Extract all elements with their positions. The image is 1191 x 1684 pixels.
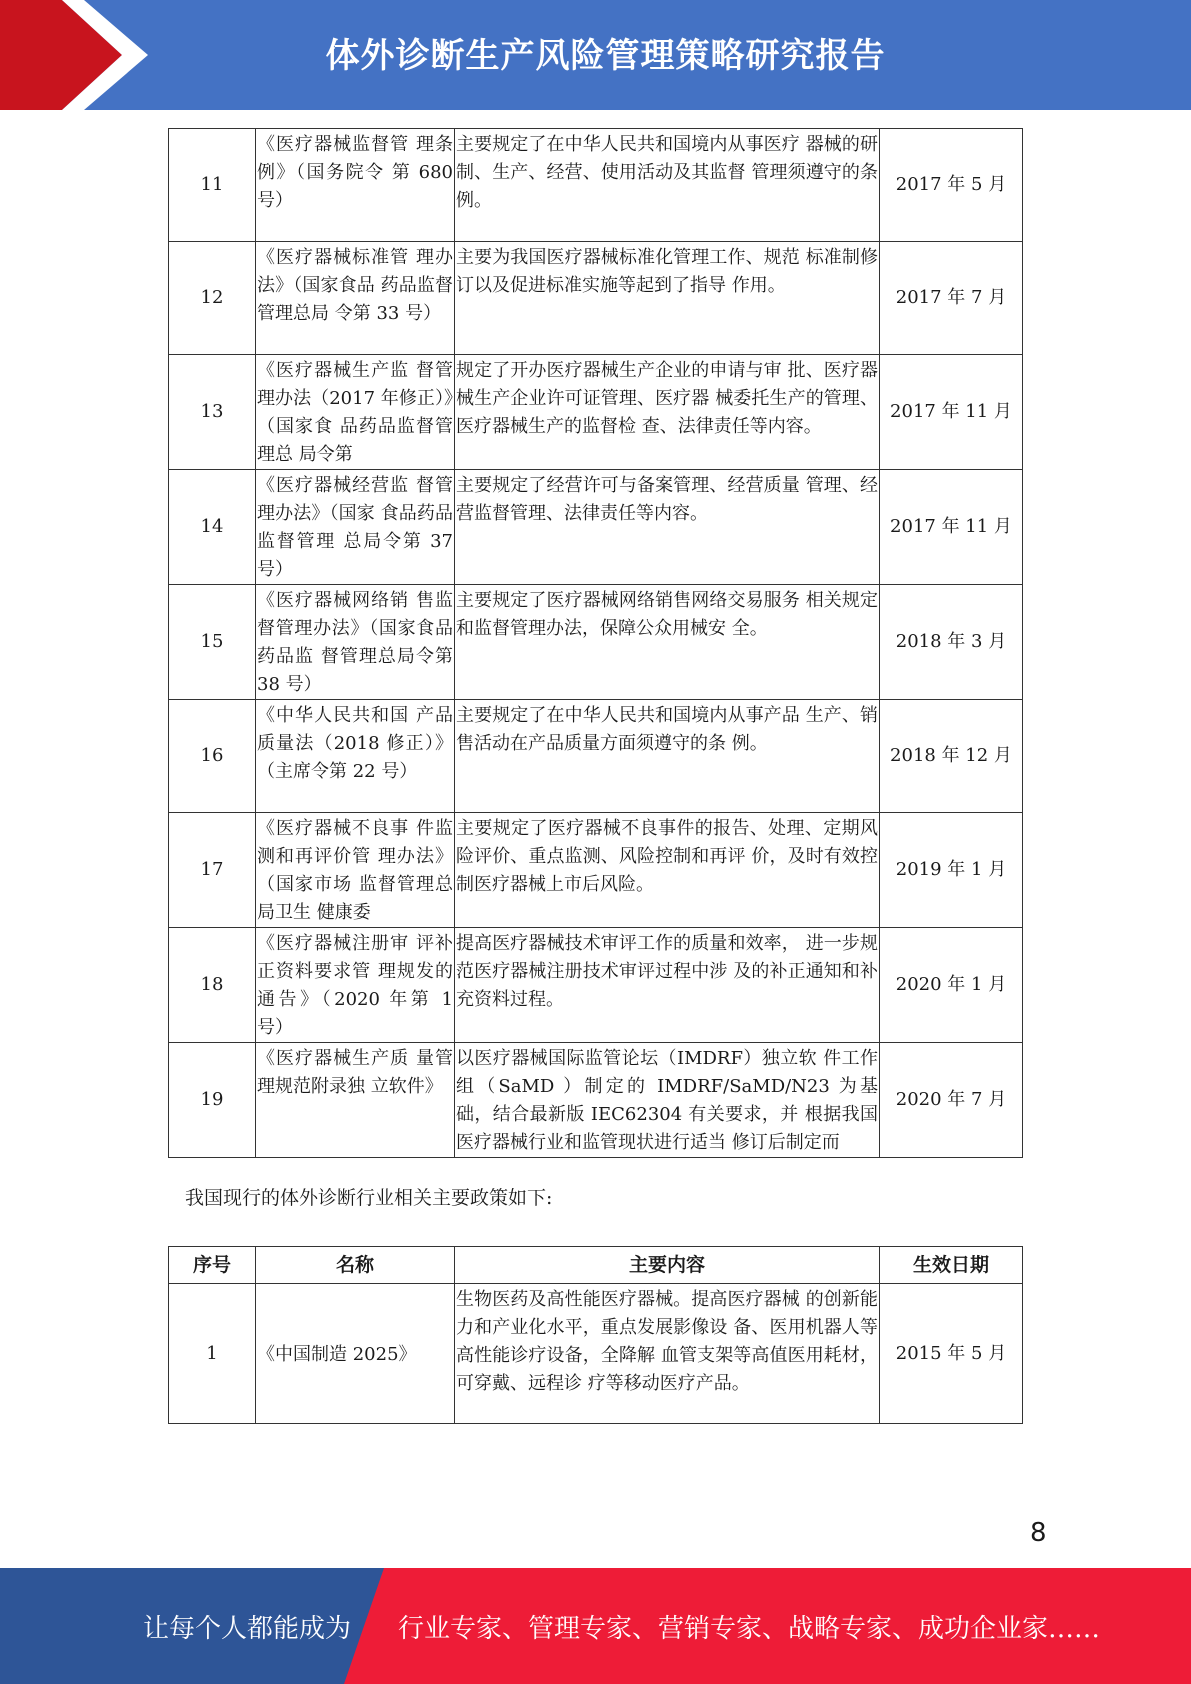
regulation-content-text: 规定了开办医疗器械生产企业的申请与审 批、医疗器械生产企业许可证管理、医疗器 械委托生产的管理、医疗器械生产的监督检 查、法律责任等内容。 — [456, 360, 878, 437]
column-header-date: 生效日期 — [880, 1247, 1023, 1284]
column-header-number: 序号 — [169, 1247, 256, 1284]
policy-name: 《中国制造 2025》 — [256, 1284, 455, 1424]
effective-date: 2017 年 7 月 — [880, 242, 1023, 355]
row-number: 17 — [169, 813, 256, 928]
regulation-name — [256, 813, 455, 928]
regulation-name-text: 《医疗器械生产监 督管理办法（2017 年修正）》（国家食 品药品监督管理总 局令第 — [257, 360, 453, 465]
regulation-name-text: 《医疗器械监督管 理条例》（国务院令 第 680 号） — [257, 134, 453, 211]
effective-date: 2020 年 1 月 — [880, 928, 1023, 1043]
regulation-content — [455, 700, 880, 813]
table-row — [169, 355, 1023, 470]
regulation-name — [256, 700, 455, 813]
table-row — [169, 585, 1023, 700]
regulation-content-text: 主要为我国医疗器械标准化管理工作、规范 标准制修订以及促进标准实施等起到了指导 作用。 — [456, 247, 878, 296]
page-number: 8 — [1030, 1518, 1047, 1548]
table-row — [169, 700, 1023, 813]
effective-date: 2017 年 5 月 — [880, 129, 1023, 242]
regulation-content — [455, 470, 880, 585]
row-number: 15 — [169, 585, 256, 700]
row-number: 1 — [169, 1284, 256, 1424]
regulation-content-text: 以医疗器械国际监管论坛（IMDRF）独立软 件工作组（SaMD ）制定的 IMDRF/SaMD/N23 为基础，结合最新版 IEC62304 有关要求，并 根据我国医疗器械行业和监管现状进行适当 修订后制定而 — [456, 1048, 878, 1153]
column-header-content: 主要内容 — [455, 1247, 880, 1284]
effective-date: 2015 年 5 月 — [880, 1284, 1023, 1424]
regulation-name — [256, 129, 455, 242]
regulation-name — [256, 928, 455, 1043]
row-number: 19 — [169, 1043, 256, 1158]
regulation-name — [256, 242, 455, 355]
regulation-name — [256, 1043, 455, 1158]
footer-slogan-left: 让每个人都能成为 — [143, 1614, 352, 1644]
report-title: 体外诊断生产风险管理策略研究报告 — [325, 36, 886, 76]
regulation-content — [455, 355, 880, 470]
page-footer — [0, 1568, 1191, 1684]
table-row — [169, 1043, 1023, 1158]
effective-date: 2018 年 3 月 — [880, 585, 1023, 700]
regulations-table — [168, 128, 1023, 1158]
regulation-content — [455, 1043, 880, 1158]
regulation-content — [455, 242, 880, 355]
regulation-name — [256, 470, 455, 585]
regulation-content — [455, 129, 880, 242]
regulation-content — [455, 585, 880, 700]
footer-slogan-right: 行业专家、管理专家、营销专家、战略专家、成功企业家…… — [398, 1614, 1101, 1644]
regulation-name-text: 《医疗器械生产质 量管理规范附录独 立软件》 — [257, 1048, 453, 1097]
effective-date: 2019 年 1 月 — [880, 813, 1023, 928]
regulation-name-text: 《医疗器械不良事 件监测和再评价管 理办法》（国家市场 监督管理总局卫生 健康委 — [257, 818, 453, 923]
regulation-content-text: 主要规定了在中华人民共和国境内从事产品 生产、销售活动在产品质量方面须遵守的条 例。 — [456, 705, 878, 754]
effective-date: 2017 年 11 月 — [880, 470, 1023, 585]
table-row — [169, 813, 1023, 928]
row-number: 11 — [169, 129, 256, 242]
row-number: 18 — [169, 928, 256, 1043]
policy-table — [168, 1246, 1023, 1424]
table-row — [169, 928, 1023, 1043]
table-row — [169, 129, 1023, 242]
effective-date: 2018 年 12 月 — [880, 700, 1023, 813]
regulation-content-text: 主要规定了医疗器械不良事件的报告、处理、定期风险评价、重点监测、风险控制和再评 价，及时有效控制医疗器械上市后风险。 — [456, 818, 878, 895]
row-number: 16 — [169, 700, 256, 813]
table-row — [169, 242, 1023, 355]
regulation-content-text: 提高医疗器械技术审评工作的质量和效率， 进一步规范医疗器械注册技术审评过程中涉 及的补正通知和补充资料过程。 — [456, 933, 878, 1010]
effective-date: 2020 年 7 月 — [880, 1043, 1023, 1158]
regulation-name-text: 《医疗器械经营监 督管理办法》（国家 食品药品监督管理 总局令第 37 号） — [257, 475, 453, 580]
regulation-content — [455, 813, 880, 928]
table-row — [169, 470, 1023, 585]
page-header — [0, 0, 1191, 110]
regulation-content-text: 主要规定了经营许可与备案管理、经营质量 管理、经营监督管理、法律责任等内容。 — [456, 475, 878, 524]
effective-date: 2017 年 11 月 — [880, 355, 1023, 470]
policy-intro-text: 我国现行的体外诊断行业相关主要政策如下: — [185, 1187, 553, 1209]
regulation-name-text: 《医疗器械网络销 售监督管理办法》（国家食品药品监 督管理总局令第 38 号） — [257, 590, 453, 695]
regulation-name-text: 《中华人民共和国 产品质量法（2018 修正）》（主席令第 22 号） — [257, 705, 453, 782]
regulation-name-text: 《医疗器械注册审 评补正资料要求管 理规发的通告》（2020 年第 1 号） — [257, 933, 453, 1038]
regulation-name — [256, 585, 455, 700]
regulation-name — [256, 355, 455, 470]
policy-content: 生物医药及高性能医疗器械。提高医疗器械 的创新能力和产业化水平，重点发展影像设 备、医用机器人等高性能诊疗设备，全降解 血管支架等高值医用耗材，可穿戴、远程诊 疗等移动医疗产品。 — [455, 1284, 880, 1424]
row-number: 14 — [169, 470, 256, 585]
regulation-content — [455, 928, 880, 1043]
row-number: 13 — [169, 355, 256, 470]
regulation-content-text: 主要规定了医疗器械网络销售网络交易服务 相关规定和监督管理办法，保障公众用械安 全。 — [456, 590, 878, 639]
column-header-name: 名称 — [256, 1247, 455, 1284]
table-row — [169, 1284, 1023, 1424]
row-number: 12 — [169, 242, 256, 355]
regulation-content-text: 主要规定了在中华人民共和国境内从事医疗 器械的研制、生产、经营、使用活动及其监督 管理须遵守的条例。 — [456, 134, 878, 211]
regulation-name-text: 《医疗器械标准管 理办法》（国家食品 药品监督管理总局 令第 33 号） — [257, 247, 453, 324]
